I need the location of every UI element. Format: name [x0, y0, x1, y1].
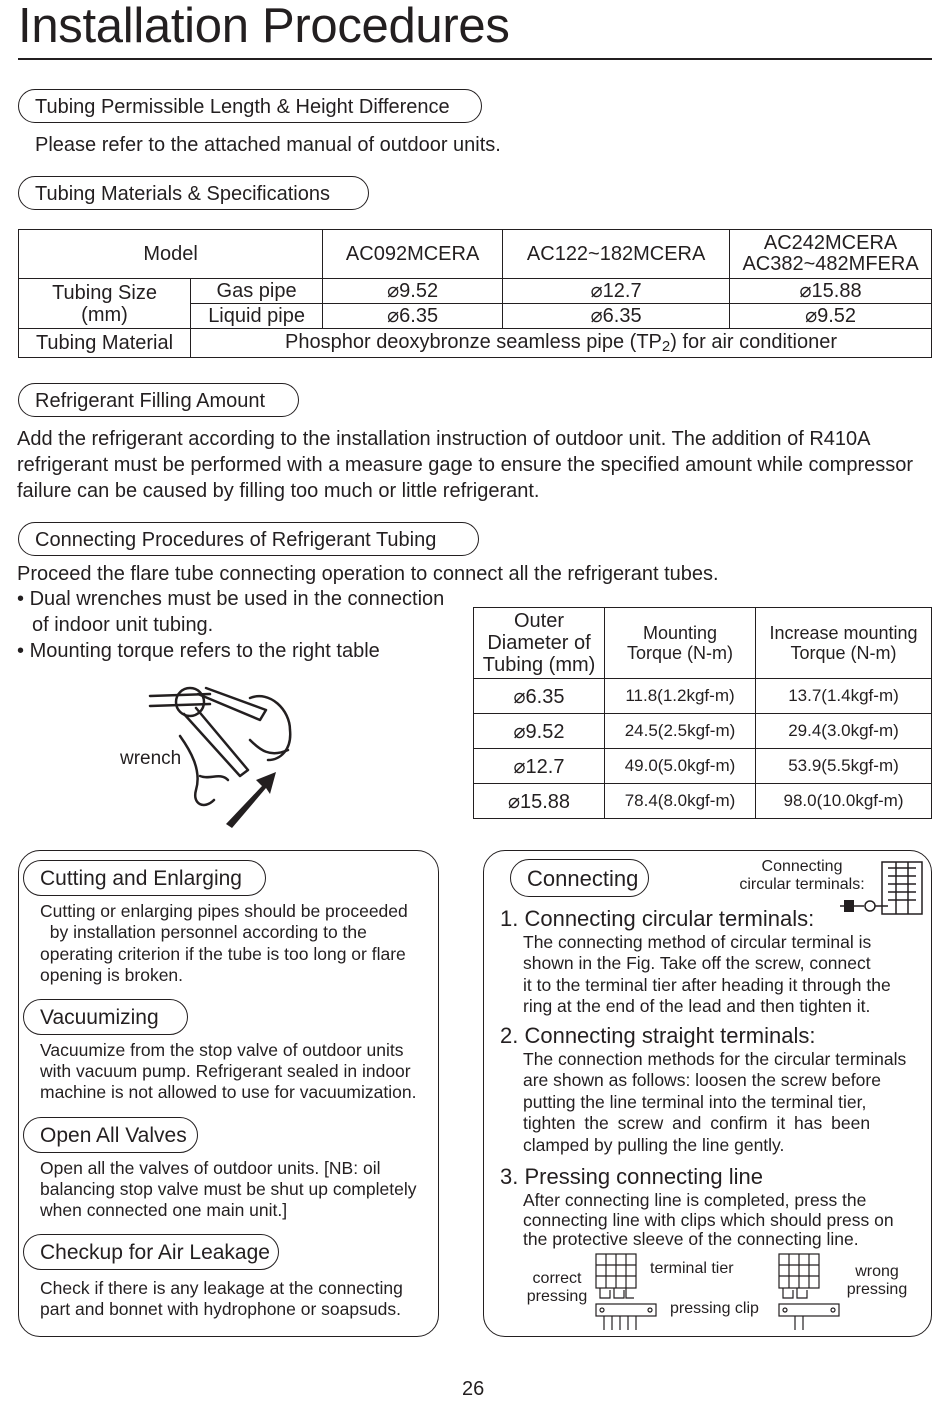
torque-header-diameter: Outer Diameter of Tubing (mm): [474, 608, 605, 679]
refrigerant-line-3: failure can be caused by filling too much or little refrigerant.: [17, 480, 540, 502]
connecting-intro: Proceed the flare tube connecting operation to connect all the refrigerant tubes.: [17, 563, 719, 585]
vacuum-line: machine is not allowed to use for vacuumization.: [40, 1082, 417, 1102]
bullet-1-cont: of indoor unit tubing.: [32, 614, 214, 636]
vacuum-line: Vacuumize from the stop valve of outdoor units: [40, 1040, 404, 1060]
diameter-icon: ⌀: [507, 790, 520, 813]
wrong-pressing-label: wrong pressing: [846, 1263, 908, 1298]
spec-model-col3-line2: AC382~482MFERA: [742, 253, 919, 275]
cutting-line: operating criterion if the tube is too long or flare: [40, 944, 406, 964]
correct-pressing-diagram-icon: [592, 1250, 662, 1332]
spec-size-label-line1: Tubing Size: [52, 281, 157, 304]
diameter-icon: ⌀: [805, 305, 818, 327]
spec-gas-2: ⌀12.7: [503, 279, 730, 304]
step1-title: 1. Connecting circular terminals:: [500, 906, 815, 931]
diameter-icon: ⌀: [513, 685, 526, 708]
cutting-line: Cutting or enlarging pipes should be proceeded: [40, 901, 408, 921]
diameter-icon: ⌀: [590, 305, 603, 327]
step2-line: The connection methods for the circular terminals: [523, 1049, 907, 1069]
section-heading-tubing-materials: Tubing Materials & Specifications: [18, 176, 369, 210]
section-heading-refrigerant: Refrigerant Filling Amount: [18, 383, 299, 417]
circular-terminal-icon: [838, 858, 928, 918]
spec-size-label: [19, 279, 191, 329]
heading-cutting: Cutting and Enlarging: [23, 860, 266, 896]
spec-model-col3-line1: AC242MCERA: [763, 232, 898, 254]
bullet-icon: •: [17, 588, 25, 610]
spec-liquid-2: ⌀6.35: [503, 304, 730, 329]
valves-line: Open all the valves of outdoor units. [NB: oil: [40, 1158, 381, 1178]
diameter-icon: ⌀: [387, 305, 400, 327]
diameter-icon: ⌀: [590, 280, 603, 302]
page-title: Installation Procedures: [18, 0, 510, 53]
spec-material-label: Tubing Material: [19, 329, 191, 358]
section-heading-connecting-tubing: Connecting Procedures of Refrigerant Tubing: [18, 522, 479, 556]
spec-liquid-label: Liquid pipe: [191, 304, 323, 329]
spec-model-col1: AC092MCERA: [323, 230, 503, 279]
diameter-icon: ⌀: [513, 755, 526, 778]
spec-size-label-line2: (mm): [81, 303, 128, 326]
valves-line: when connected one main unit.]: [40, 1200, 288, 1220]
diameter-icon: ⌀: [387, 280, 400, 302]
table-row: ⌀9.52 24.5(2.5kgf-m) 29.4(3.0kgf-m): [474, 714, 932, 749]
diameter-icon: ⌀: [799, 280, 812, 302]
spec-gas-1: ⌀9.52: [323, 279, 503, 304]
heading-open-valves: Open All Valves: [23, 1117, 198, 1153]
cutting-line: by installation personnel according to the: [40, 922, 367, 942]
cutting-line: opening is broken.: [40, 965, 184, 985]
step2-line: putting the line terminal into the terminal tier,: [523, 1092, 867, 1112]
title-rule: [18, 58, 932, 60]
table-row: ⌀12.7 49.0(5.0kgf-m) 53.9(5.5kgf-m): [474, 749, 932, 784]
section-heading-tubing-length: Tubing Permissible Length & Height Difference: [18, 89, 482, 123]
spec-gas-3: ⌀15.88: [730, 279, 932, 304]
pressing-clip-label: pressing clip: [670, 1300, 759, 1317]
tubing-length-text: Please refer to the attached manual of outdoor units.: [35, 134, 501, 156]
step1-line: The connecting method of circular terminal is: [523, 932, 872, 952]
bullet-1: • Dual wrenches must be used in the connection: [17, 588, 445, 610]
torque-table: [473, 607, 932, 819]
fig-label: Connecting circular terminals:: [739, 858, 865, 893]
spec-model-col2: AC122~182MCERA: [503, 230, 730, 279]
bullet-icon: •: [17, 640, 25, 662]
tubing-spec-table: [18, 229, 932, 358]
leakage-line: part and bonnet with hydrophone or soapsuds.: [40, 1299, 401, 1319]
step3-line: connecting line with clips which should press on: [523, 1210, 894, 1230]
wrench-illustration-icon: [140, 680, 310, 830]
step3-line: After connecting line is completed, press the: [523, 1190, 867, 1210]
vacuum-line: with vacuum pump. Refrigerant sealed in indoor: [40, 1061, 411, 1081]
spec-liquid-1: ⌀6.35: [323, 304, 503, 329]
refrigerant-line-1: Add the refrigerant according to the installation instruction of outdoor unit. The addition of R410A: [17, 428, 871, 450]
spec-gas-label: Gas pipe: [191, 279, 323, 304]
step3-line: the protective sleeve of the connecting line.: [523, 1229, 859, 1249]
torque-header-mounting: Mounting Torque (N-m): [605, 608, 756, 679]
heading-vacuumizing: Vacuumizing: [23, 999, 188, 1035]
wrench-label: wrench: [120, 748, 182, 769]
step1-line: shown in the Fig. Take off the screw, connect: [523, 953, 871, 973]
spec-model-col3: [730, 230, 932, 279]
torque-header-increase: Increase mounting Torque (N-m): [756, 608, 932, 679]
spec-material-value: Phosphor deoxybronze seamless pipe (TP2) for air conditioner: [191, 329, 932, 358]
step2-title: 2. Connecting straight terminals:: [500, 1023, 816, 1048]
table-row: ⌀15.88 78.4(8.0kgf-m) 98.0(10.0kgf-m): [474, 784, 932, 819]
diameter-icon: ⌀: [513, 720, 526, 743]
step3-title: 3. Pressing connecting line: [500, 1164, 763, 1189]
leakage-line: Check if there is any leakage at the connecting: [40, 1278, 403, 1298]
wrong-pressing-diagram-icon: [775, 1250, 845, 1332]
heading-connecting: Connecting: [510, 859, 649, 897]
correct-pressing-label: correct pressing: [526, 1270, 588, 1305]
spec-liquid-3: ⌀9.52: [730, 304, 932, 329]
terminal-tier-label: terminal tier: [650, 1260, 734, 1277]
step1-line: ring at the end of the lead and then tighten it.: [523, 996, 871, 1016]
table-row: ⌀6.35 11.8(1.2kgf-m) 13.7(1.4kgf-m): [474, 679, 932, 714]
page-number: 26: [462, 1378, 485, 1400]
bullet-2: • Mounting torque refers to the right table: [17, 640, 380, 662]
step2-line: tighten the screw and confirm it has been: [523, 1113, 871, 1133]
step2-line: clamped by pulling the line gently.: [523, 1135, 785, 1155]
valves-line: balancing stop valve must be shut up completely: [40, 1179, 417, 1199]
step1-line: it to the terminal tier after heading it through the: [523, 975, 891, 995]
step2-line: are shown as follows: loosen the screw before: [523, 1070, 881, 1090]
refrigerant-line-2: refrigerant must be performed with a measure gage to ensure the specified amount while compressor: [17, 454, 914, 476]
heading-air-leakage: Checkup for Air Leakage: [23, 1234, 279, 1270]
spec-model-label: Model: [19, 230, 323, 279]
